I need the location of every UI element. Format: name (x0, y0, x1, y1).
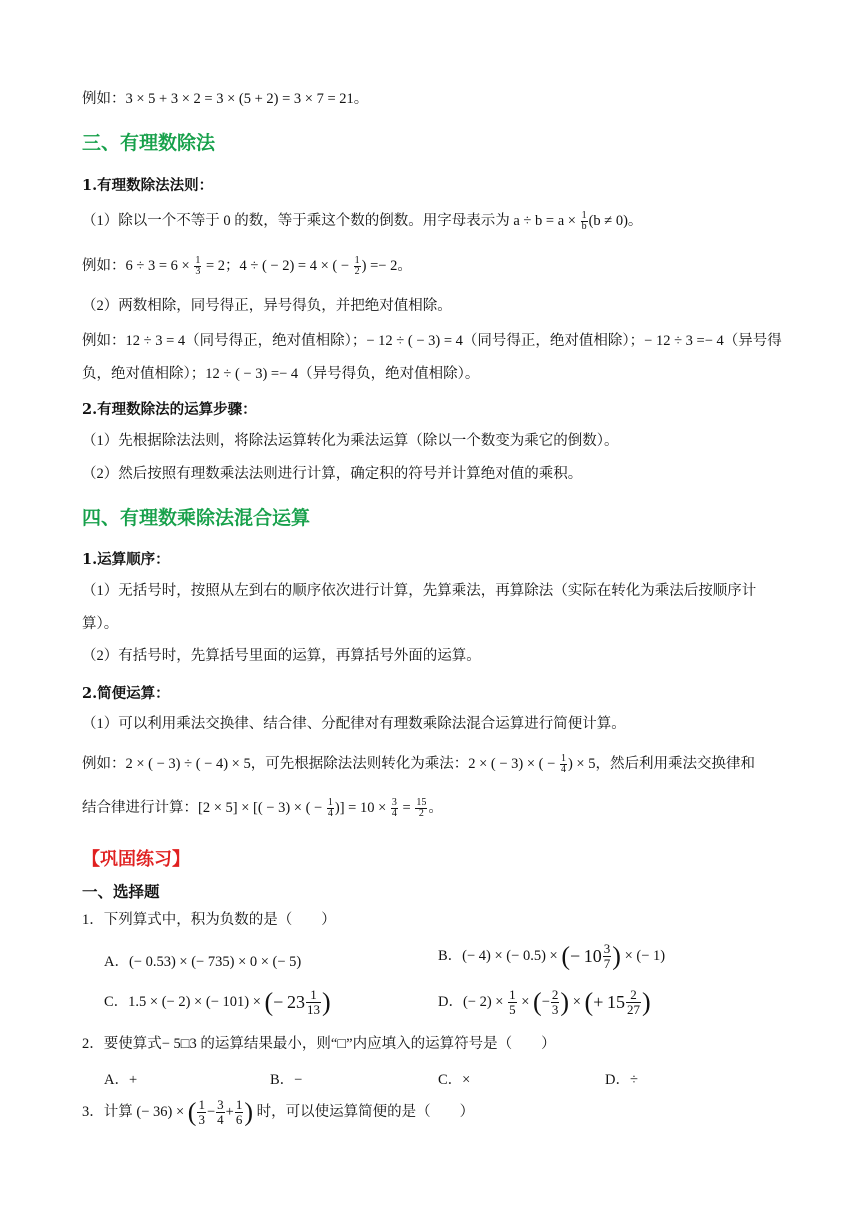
order-2: （2）有括号时，先算括号里面的运算，再算括号外面的运算。 (82, 648, 481, 664)
heading-mixed: 四、有理数乘除法混合运算 (82, 507, 311, 529)
fraction: $\frac{1}{b}$ (581, 210, 587, 233)
fraction: $\frac{1}{3}$ (195, 255, 201, 278)
section-choice: 一、选择题 (82, 883, 160, 901)
simple-1: （1）可以利用乘法交换律、结合律、分配律对有理数乘除法混合运算进行简便计算。 (82, 716, 626, 732)
q2-option-d: D．÷ (605, 1072, 638, 1088)
fraction: $\frac{1}{2}$ (354, 255, 360, 278)
example-distributive: 例如：3 × 5 + 3 × 2 = 3 × (5 + 2) = 3 × 7 = 21。 (82, 91, 369, 107)
question-2-stem: 2．要使算式− 5□3 的运算结果最小，则“□”内应填入的运算符号是（ ） (82, 1036, 556, 1052)
simple-title: 2.简便运算： (82, 685, 170, 702)
simple-example-1: 例如：2 × ( − 3) ÷ ( − 4) × 5，可先根据除法法则转化为乘法：2 × ( − 3) × ( − $\frac{1}{4}$ ) × 5，然后利用乘法交换律和 (82, 753, 755, 776)
division-rule-1: （1）除以一个不等于 0 的数，等于乘这个数的倒数。用字母表示为 a ÷ b = a × $\frac{1}{b}$ (b ≠ 0)。 (82, 210, 643, 233)
heading-division: 三、有理数除法 (82, 132, 216, 154)
q1-option-c: C．1.5 × (− 2) × (− 101) × (− 23 $\frac{1}{13}$ ) (104, 987, 331, 1017)
question-1-stem: 1．下列算式中，积为负数的是（ ） (82, 912, 336, 928)
q2-option-b: B．− (270, 1072, 303, 1088)
order-title: 1.运算顺序： (82, 551, 170, 568)
division-step-2: （2）然后按照有理数乘法法则进行计算，确定积的符号并计算绝对值的乘积。 (82, 466, 583, 482)
division-example-2: 例如：12 ÷ 3 = 4（同号得正，绝对值相除）；− 12 ÷ ( − 3) = 4（同号得正，绝对值相除）；− 12 ÷ 3 =− 4（异号得负，绝对值相除）；12 ÷ ( − 3) =− 4（异号得负，绝对值相除）。 (82, 333, 782, 382)
fraction: $\frac{3}{4}$ (391, 797, 397, 820)
q1-option-a: A．(− 0.53) × (− 735) × 0 × (− 5) (104, 954, 302, 970)
division-step-1: （1）先根据除法法则，将除法运算转化为乘法运算（除以一个数变为乘它的倒数）。 (82, 433, 619, 449)
fraction: $\frac{1}{4}$ (560, 753, 566, 776)
practice-title: 【巩固练习】 (82, 849, 190, 870)
q2-option-a: A．+ (104, 1072, 138, 1088)
division-example-1: 例如：6 ÷ 3 = 6 × $\frac{1}{3}$ = 2；4 ÷ ( − 2) = 4 × ( − $\frac{1}{2}$ ) =− 2。 (82, 255, 412, 278)
division-steps-title: 2.有理数除法的运算步骤： (82, 401, 257, 418)
q2-option-c: C．× (438, 1072, 471, 1088)
division-rule-2: （2）两数相除，同号得正，异号得负，并把绝对值相除。 (82, 298, 452, 314)
fraction: $\frac{15}{2}$ (416, 797, 427, 820)
order-1: （1）无括号时，按照从左到右的顺序依次进行计算，先算乘法，再算除法（实际在转化为乘法后按顺序计算）。 (82, 583, 757, 632)
question-3-stem: 3．计算 (− 36) × ( $\frac{1}{3}$ − $\frac{3}{4}$ + $\frac{1}{6}$ ) 时，可以使运算简便的是（ ） (82, 1097, 475, 1127)
division-rule-title: 1.有理数除法法则： (82, 177, 214, 194)
q1-option-d: D．(− 2) × $\frac{1}{5}$ × (− $\frac{2}{3}$ ) × (+ 15 $\frac{2}{27}$ ) (438, 987, 651, 1017)
simple-example-2: 结合律进行计算：[2 × 5] × [( − 3) × ( − $\frac{1}{4}$ )] = 10 × $\frac{3}{4}$ = $\frac{15}{2}$ 。 (82, 797, 443, 820)
q1-option-b: B．(− 4) × (− 0.5) × (− 10 $\frac{3}{7}$ ) × (− 1) (438, 941, 666, 971)
fraction: $\frac{1}{4}$ (327, 797, 333, 820)
